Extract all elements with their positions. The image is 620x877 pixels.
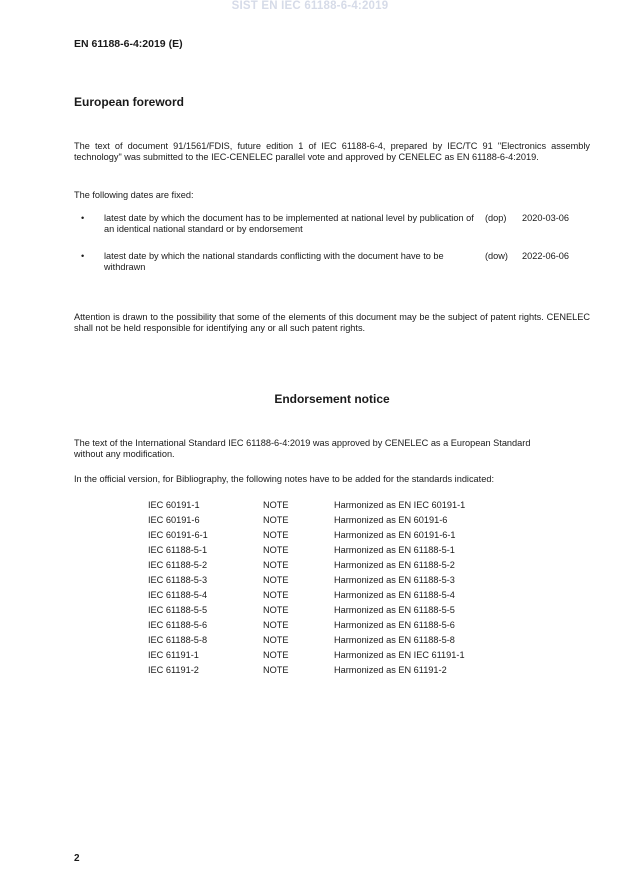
note-standard: IEC 61191-2 (148, 665, 199, 675)
foreword-title: European foreword (74, 95, 185, 109)
note-text: Harmonized as EN IEC 60191-1 (334, 500, 466, 510)
table-row (148, 560, 528, 575)
table-row (148, 500, 528, 515)
note-standard: IEC 61188-5-4 (148, 590, 208, 600)
note-standard: IEC 61188-5-6 (148, 620, 208, 630)
dates-intro: The following dates are fixed: (74, 190, 194, 200)
note-label: NOTE (263, 545, 289, 555)
note-standard: IEC 61188-5-8 (148, 635, 208, 645)
patent-attention: Attention is drawn to the possibility that some of the elements of this document may be the subject of patent rights. CENELEC shall not be held responsible for identifying any or all such patent rights. (74, 312, 590, 333)
note-text: Harmonized as EN 61188-5-3 (334, 575, 455, 585)
note-label: NOTE (263, 620, 289, 630)
table-row (148, 530, 528, 545)
date-row-text: latest date by which the document has to be implemented at national level by publication of an identical national standard or by endorsement (104, 213, 474, 234)
date-row-date: 2020-03-06 (522, 213, 569, 223)
note-text: Harmonized as EN 60191-6-1 (334, 530, 456, 540)
note-label: NOTE (263, 650, 289, 660)
note-text: Harmonized as EN IEC 61191-1 (334, 650, 465, 660)
note-standard: IEC 60191-6 (148, 515, 200, 525)
note-label: NOTE (263, 635, 289, 645)
note-label: NOTE (263, 560, 289, 570)
table-row (148, 650, 528, 665)
date-row-code: (dow) (485, 251, 508, 261)
note-text: Harmonized as EN 61191-2 (334, 665, 447, 675)
date-row-text: latest date by which the national standards conflicting with the document have to be withdrawn (104, 251, 444, 272)
bibliography-intro: In the official version, for Bibliography, the following notes have to be added for the standards indicated: (74, 474, 494, 484)
note-label: NOTE (263, 575, 289, 585)
table-row (148, 515, 528, 530)
bullet-icon: • (81, 251, 85, 261)
note-standard: IEC 60191-1 (148, 500, 200, 510)
note-text: Harmonized as EN 61188-5-1 (334, 545, 455, 555)
note-label: NOTE (263, 590, 289, 600)
note-label: NOTE (263, 530, 289, 540)
note-text: Harmonized as EN 61188-5-4 (334, 590, 455, 600)
table-row (148, 575, 528, 590)
note-text: Harmonized as EN 60191-6 (334, 515, 448, 525)
note-label: NOTE (263, 500, 289, 510)
table-row (148, 590, 528, 605)
note-label: NOTE (263, 665, 289, 675)
endorsement-paragraph: The text of the International Standard IEC 61188-6-4:2019 was approved by CENELEC as a European Standard without any modification. (74, 438, 531, 459)
endorsement-title: Endorsement notice (274, 392, 390, 406)
note-standard: IEC 60191-6-1 (148, 530, 208, 540)
note-text: Harmonized as EN 61188-5-2 (334, 560, 455, 570)
note-standard: IEC 61188-5-2 (148, 560, 208, 570)
note-standard: IEC 61188-5-5 (148, 605, 208, 615)
note-standard: IEC 61191-1 (148, 650, 199, 660)
note-label: NOTE (263, 515, 289, 525)
note-label: NOTE (263, 605, 289, 615)
table-row (148, 665, 528, 680)
page-number: 2 (74, 853, 80, 864)
table-row (148, 620, 528, 635)
table-row (148, 605, 528, 620)
bullet-icon: • (81, 213, 85, 223)
date-row-code: (dop) (485, 213, 507, 223)
table-row (148, 545, 528, 560)
date-row-date: 2022-06-06 (522, 251, 569, 261)
note-standard: IEC 61188-5-3 (148, 575, 208, 585)
note-standard: IEC 61188-5-1 (148, 545, 208, 555)
note-text: Harmonized as EN 61188-5-5 (334, 605, 455, 615)
note-text: Harmonized as EN 61188-5-8 (334, 635, 455, 645)
note-text: Harmonized as EN 61188-5-6 (334, 620, 455, 630)
foreword-paragraph: The text of document 91/1561/FDIS, future edition 1 of IEC 61188-6-4, prepared by IEC/TC 91 "Electronics assembly technology" was submitted to the IEC-CENELEC parallel vote and approved by CENELEC as EN 61188-6-4:2019. (74, 141, 590, 162)
notes-table (148, 500, 528, 680)
document-id: EN 61188-6-4:2019 (E) (74, 38, 183, 50)
table-row (148, 635, 528, 650)
watermark: SIST EN IEC 61188-6-4:2019 (231, 0, 389, 12)
